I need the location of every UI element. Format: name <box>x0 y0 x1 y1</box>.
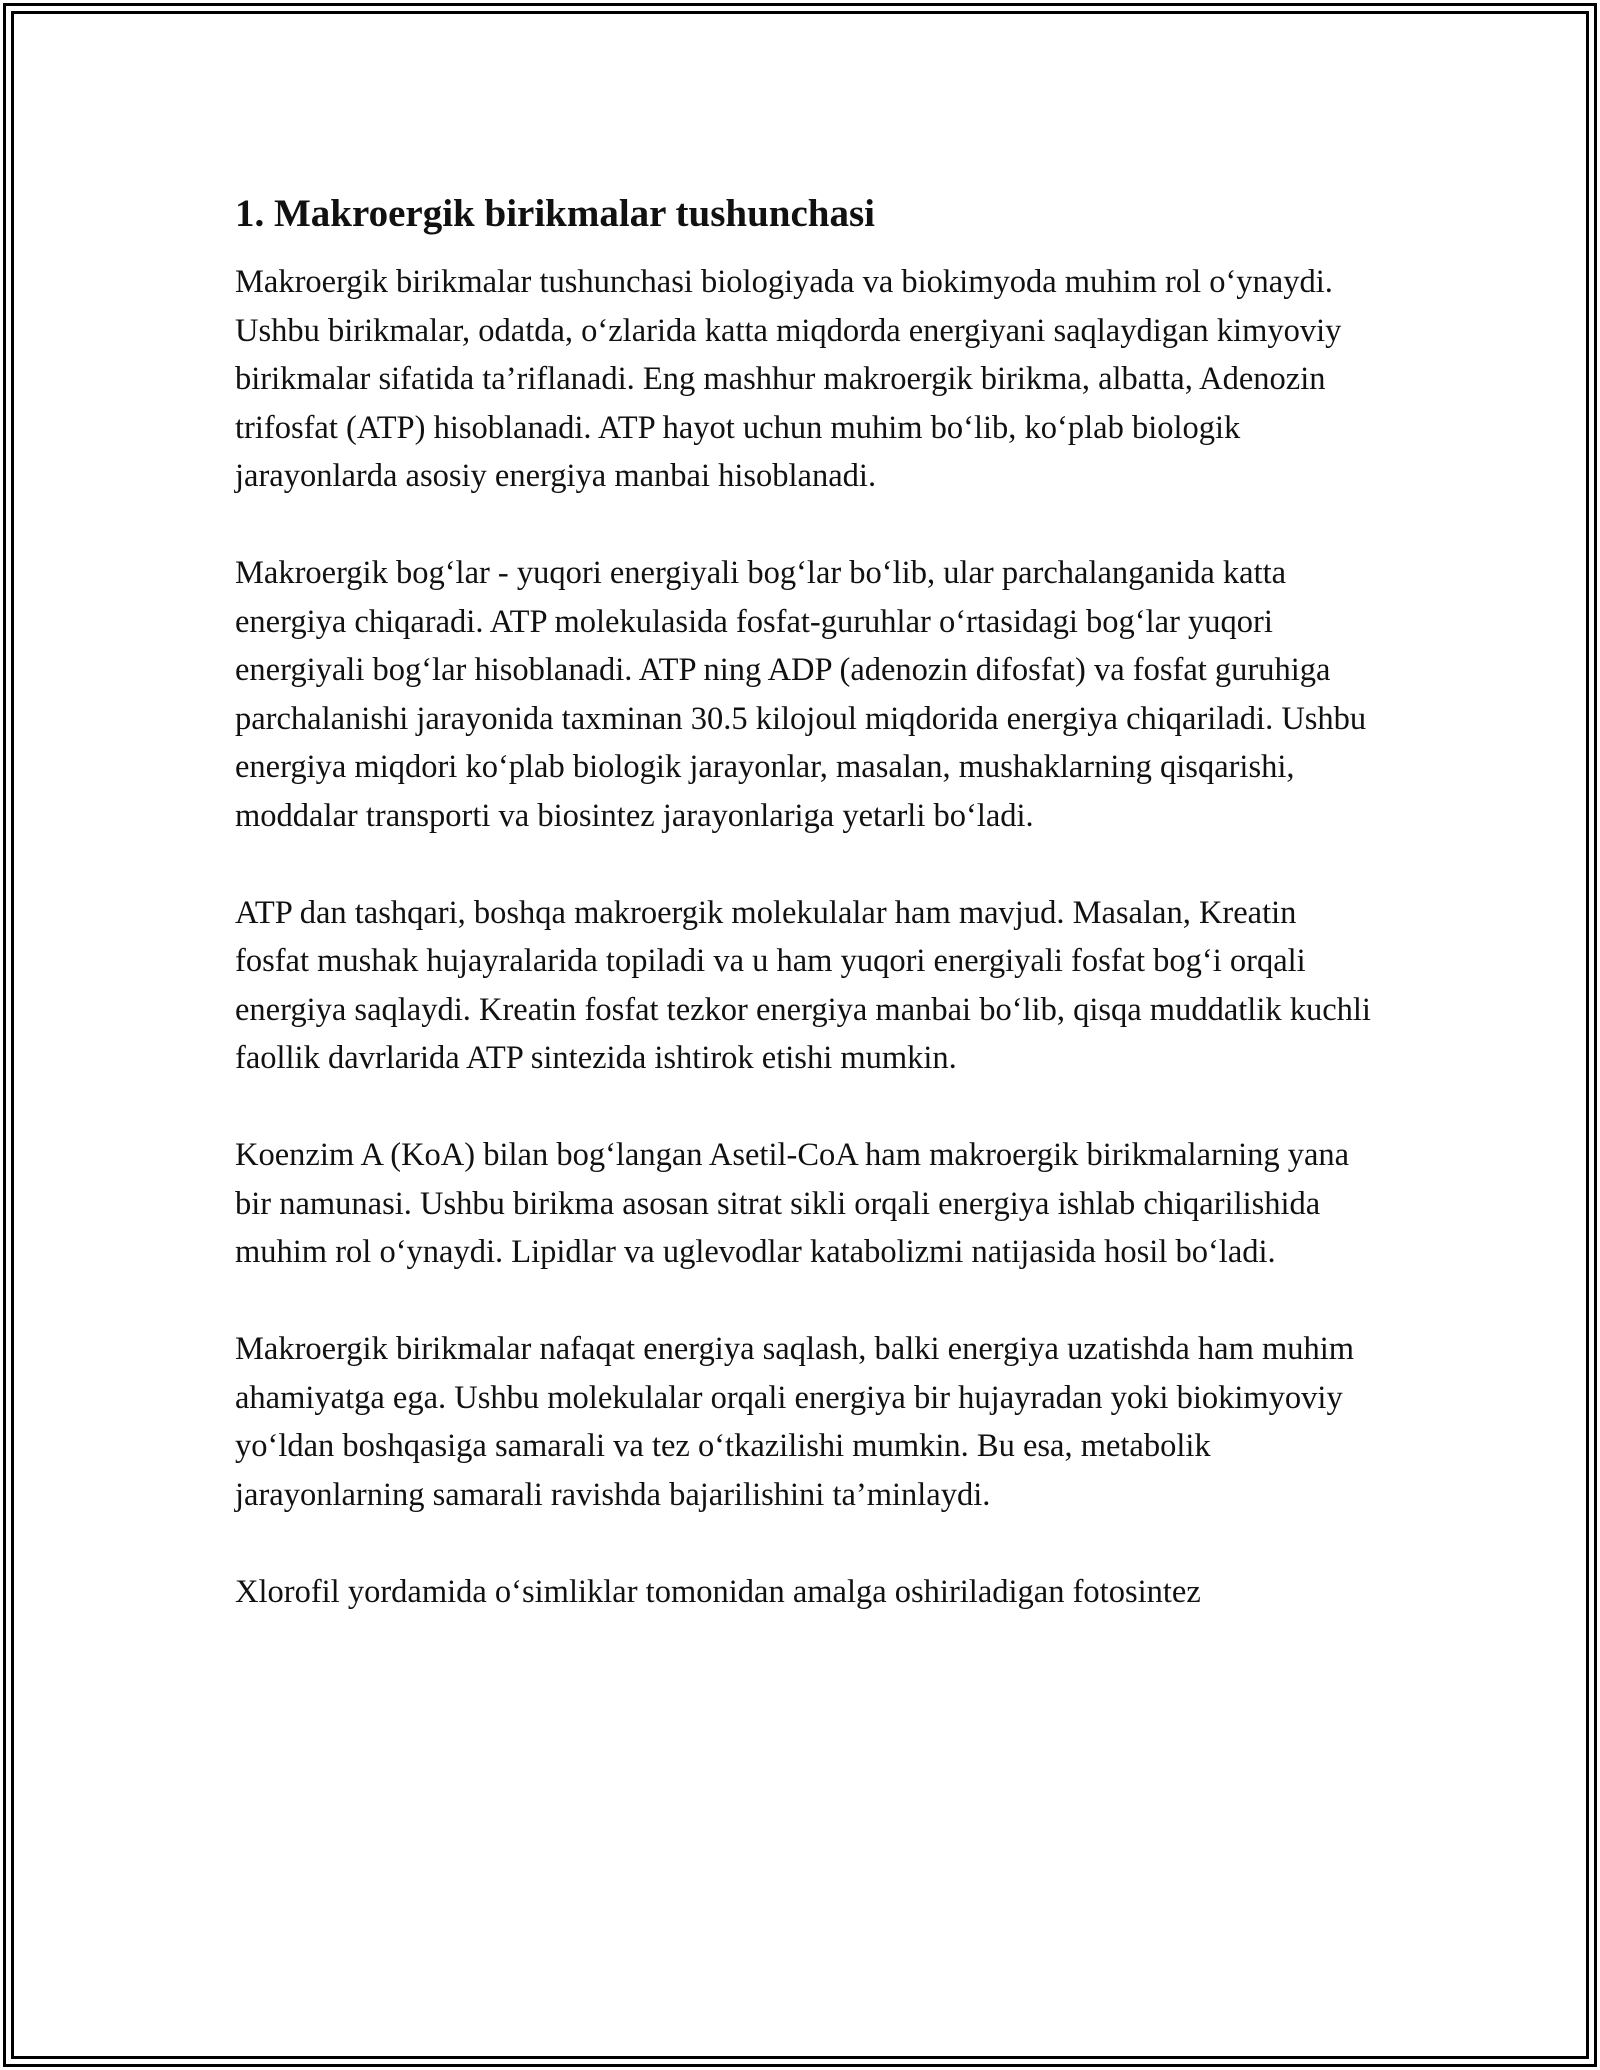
paragraph-creatine-phosphate: ATP dan tashqari, boshqa makroergik molekulalar ham mavjud. Masalan, Kreatin fosfat mushak hujayralarida topiladi va u ham yuqori energiyali fosfat bog‘i orqali energiya saqlaydi. Kreatin fosfat tezkor energiya manbai bo‘lib, qisqa muddatlik kuchli faollik davrlarida ATP sintezida ishtirok etishi mumkin. <box>235 894 1371 1076</box>
paragraph-atp-intro: Makroergik birikmalar tushunchasi biologiyada va biokimyoda muhim rol o‘ynaydi. Ushbu birikmalar, odatda, o‘zlarida katta miqdorda energiyani saqlaydigan kimyoviy birikmalar sifatida ta’riflanadi. Eng mashhur makroergik birikma, albatta, Adenozin trifosfat (ATP) hisoblanadi. ATP hayot uchun muhim bo‘lib, ko‘plab biologik jarayonlarda asosiy energiya manbai hisoblanadi. <box>235 264 1342 494</box>
paragraph-macroergic-bonds: Makroergik bog‘lar - yuqori energiyali bog‘lar bo‘lib, ular parchalanganida katta energiya chiqaradi. ATP molekulasida fosfat-guruhlar o‘rtasidagi bog‘lar yuqori energiyali bog‘lar hisoblanadi. ATP ning ADP (adenozin difosfat) va fosfat guruhiga parchalanishi jarayonida taxminan 30.5 kilojoul miqdorida energiya chiqariladi. Ushbu energiya miqdori ko‘plab biologik jarayonlar, masalan, mushaklarning qisqarishi, moddalar transporti va biosintez jarayonlariga yetarli bo‘ladi. <box>235 555 1367 834</box>
paragraph-energy-transfer: Makroergik birikmalar nafaqat energiya saqlash, balki energiya uzatishda ham muhim ahamiyatga ega. Ushbu molekulalar orqali energiya bir hujayradan yoki biokimyoviy yo‘ldan boshqasiga samarali va tez o‘tkazilishi mumkin. Bu esa, metabolik jarayonlarning samarali ravishda bajarilishini ta’minlaydi. <box>235 1331 1355 1513</box>
section-heading: 1. Makroergik birikmalar tushunchasi <box>235 192 875 235</box>
document-body <box>235 186 1375 1616</box>
paragraph-acetyl-coa: Koenzim A (KoA) bilan bog‘langan Asetil-CoA ham makroergik birikmalarning yana bir namunasi. Ushbu birikma asosan sitrat sikli orqali energiya ishlab chiqarilishida muhim rol o‘ynaydi. Lipidlar va uglevodlar katabolizmi natijasida hosil bo‘ladi. <box>235 1137 1350 1270</box>
paragraph-photosynthesis: Xlorofil yordamida o‘simliklar tomonidan amalga oshiriladigan fotosintez <box>235 1573 1201 1610</box>
